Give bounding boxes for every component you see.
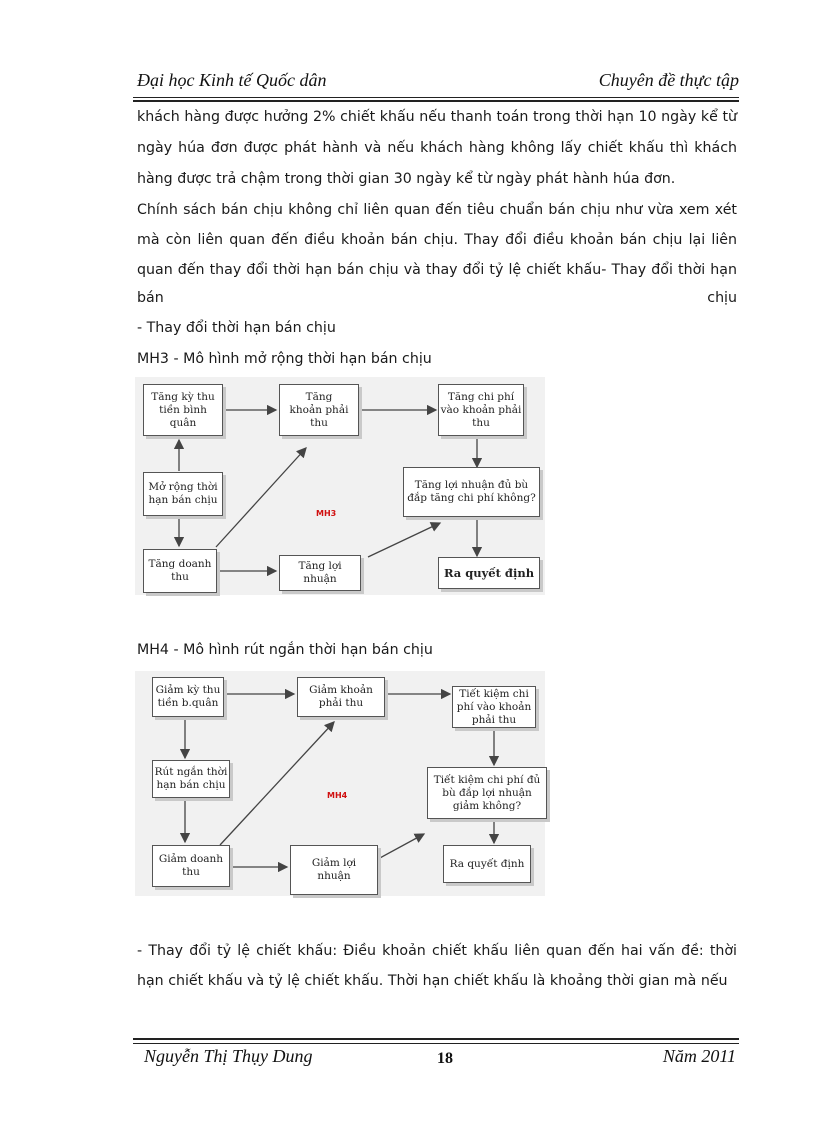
body-line: quan đến thay đổi thời hạn bán chịu và thay đổi tỷ lệ chiết khấu- Thay đổi thời hạn	[137, 262, 737, 278]
mh3-box-decide: Ra quyết định	[438, 557, 540, 589]
section-item: - Thay đổi thời hạn bán chịu	[137, 320, 336, 336]
mh3-caption: MH3 - Mô hình mở rộng thời hạn bán chịu	[137, 351, 432, 367]
mh3-box-receivable-cost: Tăng chi phí vào khoản phải thu	[438, 384, 524, 436]
header-doc-type: Chuyên đề thực tập	[598, 70, 739, 90]
mh4-box-decide: Ra quyết định	[443, 845, 531, 883]
mh4-box-collection-period: Giảm kỳ thu tiền b.quân	[152, 677, 224, 717]
body-line: ngày húa đơn được phát hành và nếu khách hàng không lấy chiết khấu thì khách	[137, 140, 737, 156]
footer-rule-thick	[133, 1038, 739, 1040]
body-line: - Thay đổi tỷ lệ chiết khấu: Điều khoản chiết khấu liên quan đến hai vấn đề: thời	[137, 943, 737, 959]
body-line: Chính sách bán chịu không chỉ liên quan đến tiêu chuẩn bán chịu như vừa xem xét	[137, 202, 737, 218]
body-line: mà còn liên quan đến điều khoản bán chịu. Thay đổi điều khoản bán chịu lại liên	[137, 232, 737, 248]
footer-author: Nguyễn Thị Thụy Dung	[144, 1046, 313, 1066]
body-line-left: bán	[137, 290, 164, 306]
mh4-box-profit: Giảm lợi nhuận	[290, 845, 378, 895]
body-line: hàng được trả chậm trong thời gian 30 ngày kể từ ngày phát hành húa đơn.	[137, 171, 676, 187]
mh4-box-cost-saving: Tiết kiệm chi phí vào khoản phải thu	[452, 686, 536, 728]
mh4-label: MH4	[327, 791, 348, 800]
mh4-box-shorten-terms: Rút ngắn thời hạn bán chịu	[152, 760, 230, 798]
mh4-box-decision-question: Tiết kiệm chi phí đủ bù đắp lợi nhuận giảm không?	[427, 767, 547, 819]
body-line-right: chịu	[707, 290, 737, 306]
mh3-label: MH3	[316, 509, 337, 518]
mh3-box-profit: Tăng lợi nhuận	[279, 555, 361, 591]
mh4-box-revenue: Giảm doanh thu	[152, 845, 230, 887]
mh3-box-receivables: Tăng khoản phải thu	[279, 384, 359, 436]
body-line: hạn chiết khấu và tỷ lệ chiết khấu. Thời hạn chiết khấu là khoảng thời gian mà nếu	[137, 973, 728, 989]
mh3-box-extend-terms: Mở rộng thời hạn bán chịu	[143, 472, 223, 516]
body-line: khách hàng được hưởng 2% chiết khấu nếu thanh toán trong thời hạn 10 ngày kể từ	[137, 109, 737, 125]
mh4-caption: MH4 - Mô hình rút ngắn thời hạn bán chịu	[137, 642, 433, 658]
mh3-box-decision-question: Tăng lợi nhuận đủ bù đắp tăng chi phí không?	[403, 467, 540, 517]
mh3-box-revenue: Tăng doanh thu	[143, 549, 217, 593]
footer-year: Năm 2011	[662, 1046, 736, 1066]
page-number: 18	[437, 1050, 453, 1067]
footer-rule	[133, 1043, 739, 1044]
header-university: Đại học Kinh tế Quốc dân	[137, 70, 327, 90]
mh3-box-collection-period: Tăng kỳ thu tiền bình quân	[143, 384, 223, 436]
mh4-box-receivables: Giảm khoản phải thu	[297, 677, 385, 717]
